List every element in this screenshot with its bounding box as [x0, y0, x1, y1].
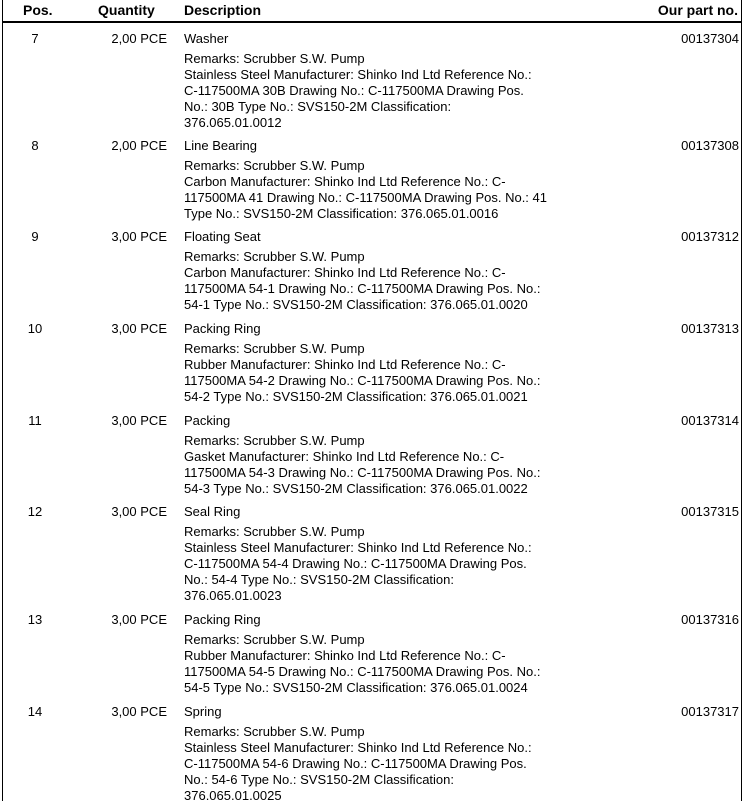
header-description: Description — [184, 2, 262, 18]
item-detail-line: 54-1 Type No.: SVS150-2M Classification: 376.065.01.0020 — [184, 297, 528, 312]
item-details — [184, 524, 576, 604]
item-detail-line: Remarks: Scrubber S.W. Pump — [184, 158, 365, 173]
item-detail-line: 54-5 Type No.: SVS150-2M Classification: 376.065.01.0024 — [184, 680, 528, 695]
item-detail-line: 54-3 Type No.: SVS150-2M Classification: 376.065.01.0022 — [184, 481, 528, 496]
header-part-no: Our part no. — [657, 2, 738, 18]
item-detail-line: 117500MA 41 Drawing No.: C-117500MA Drawing Pos. No.: 41 — [184, 190, 547, 205]
item-detail-line: No.: 54-6 Type No.: SVS150-2M Classification: — [184, 772, 454, 787]
item-detail-line: 376.065.01.0025 — [184, 788, 282, 801]
item-part-no: 00137317 — [681, 704, 739, 719]
item-detail-line: No.: 30B Type No.: SVS150-2M Classification: — [184, 99, 452, 114]
item-pos: 14 — [27, 704, 43, 719]
item-details — [184, 51, 576, 131]
item-title: Seal Ring — [184, 504, 241, 519]
item-pos: 9 — [31, 229, 39, 244]
item-part-no: 00137314 — [681, 413, 739, 428]
item-detail-line: Stainless Steel Manufacturer: Shinko Ind Ltd Reference No.: — [184, 540, 532, 555]
item-part-no: 00137315 — [681, 504, 739, 519]
item-pos: 7 — [31, 31, 39, 46]
item-detail-line: Rubber Manufacturer: Shinko Ind Ltd Reference No.: C- — [184, 357, 506, 372]
item-detail-line: 117500MA 54-2 Drawing No.: C-117500MA Drawing Pos. No.: — [184, 373, 541, 388]
item-quantity: 3,00 PCE — [111, 229, 167, 244]
item-details — [184, 433, 576, 497]
item-detail-line: 117500MA 54-1 Drawing No.: C-117500MA Drawing Pos. No.: — [184, 281, 541, 296]
item-detail-line: 117500MA 54-5 Drawing No.: C-117500MA Drawing Pos. No.: — [184, 664, 541, 679]
item-part-no: 00137312 — [681, 229, 739, 244]
item-detail-line: Rubber Manufacturer: Shinko Ind Ltd Reference No.: C- — [184, 648, 506, 663]
item-detail-line: C-117500MA 54-4 Drawing No.: C-117500MA Drawing Pos. — [184, 556, 527, 571]
item-pos: 11 — [28, 413, 42, 428]
item-detail-line: Gasket Manufacturer: Shinko Ind Ltd Reference No.: C- — [184, 449, 505, 464]
item-details — [184, 249, 576, 313]
item-detail-line: No.: 54-4 Type No.: SVS150-2M Classification: — [184, 572, 454, 587]
item-detail-line: Remarks: Scrubber S.W. Pump — [184, 433, 365, 448]
page-border-right — [741, 0, 742, 801]
page-border-left — [2, 0, 3, 801]
item-detail-line: Remarks: Scrubber S.W. Pump — [184, 51, 365, 66]
item-detail-line: Remarks: Scrubber S.W. Pump — [184, 524, 365, 539]
item-quantity: 3,00 PCE — [111, 704, 167, 719]
item-title: Line Bearing — [184, 138, 257, 153]
item-detail-line: C-117500MA 30B Drawing No.: C-117500MA Drawing Pos. — [184, 83, 524, 98]
item-detail-line: Remarks: Scrubber S.W. Pump — [184, 632, 365, 647]
item-title: Spring — [184, 704, 222, 719]
item-detail-line: 117500MA 54-3 Drawing No.: C-117500MA Drawing Pos. No.: — [184, 465, 541, 480]
header-divider — [3, 21, 741, 23]
item-part-no: 00137313 — [681, 321, 739, 336]
item-pos: 10 — [27, 321, 43, 336]
item-detail-line: Carbon Manufacturer: Shinko Ind Ltd Reference No.: C- — [184, 265, 506, 280]
header-quantity: Quantity — [98, 2, 155, 18]
item-part-no: 00137308 — [681, 138, 739, 153]
item-detail-line: Carbon Manufacturer: Shinko Ind Ltd Reference No.: C- — [184, 174, 506, 189]
header-pos: Pos. — [23, 2, 53, 18]
item-details — [184, 158, 576, 222]
item-detail-line: Remarks: Scrubber S.W. Pump — [184, 249, 365, 264]
item-title: Floating Seat — [184, 229, 261, 244]
item-detail-line: C-117500MA 54-6 Drawing No.: C-117500MA Drawing Pos. — [184, 756, 527, 771]
item-details — [184, 341, 576, 405]
table-header — [3, 0, 741, 22]
item-quantity: 3,00 PCE — [111, 612, 167, 627]
item-detail-line: Stainless Steel Manufacturer: Shinko Ind Ltd Reference No.: — [184, 67, 532, 82]
item-pos: 12 — [27, 504, 43, 519]
item-detail-line: Remarks: Scrubber S.W. Pump — [184, 341, 365, 356]
item-detail-line: 376.065.01.0012 — [184, 115, 282, 130]
item-details — [184, 632, 576, 696]
item-detail-line: Stainless Steel Manufacturer: Shinko Ind Ltd Reference No.: — [184, 740, 532, 755]
item-part-no: 00137304 — [681, 31, 739, 46]
item-detail-line: Remarks: Scrubber S.W. Pump — [184, 724, 365, 739]
item-pos: 8 — [31, 138, 39, 153]
item-pos: 13 — [27, 612, 43, 627]
item-quantity: 3,00 PCE — [111, 504, 167, 519]
item-quantity: 3,00 PCE — [111, 321, 167, 336]
item-quantity: 2,00 PCE — [111, 138, 167, 153]
item-title: Packing Ring — [184, 321, 261, 336]
item-title: Washer — [184, 31, 229, 46]
item-quantity: 3,00 PCE — [111, 413, 167, 428]
item-title: Packing — [184, 413, 231, 428]
item-detail-line: 54-2 Type No.: SVS150-2M Classification: 376.065.01.0021 — [184, 389, 528, 404]
item-detail-line: Type No.: SVS150-2M Classification: 376.065.01.0016 — [184, 206, 499, 221]
item-quantity: 2,00 PCE — [111, 31, 167, 46]
item-details — [184, 724, 576, 801]
item-part-no: 00137316 — [681, 612, 739, 627]
item-title: Packing Ring — [184, 612, 261, 627]
item-detail-line: 376.065.01.0023 — [184, 588, 282, 603]
